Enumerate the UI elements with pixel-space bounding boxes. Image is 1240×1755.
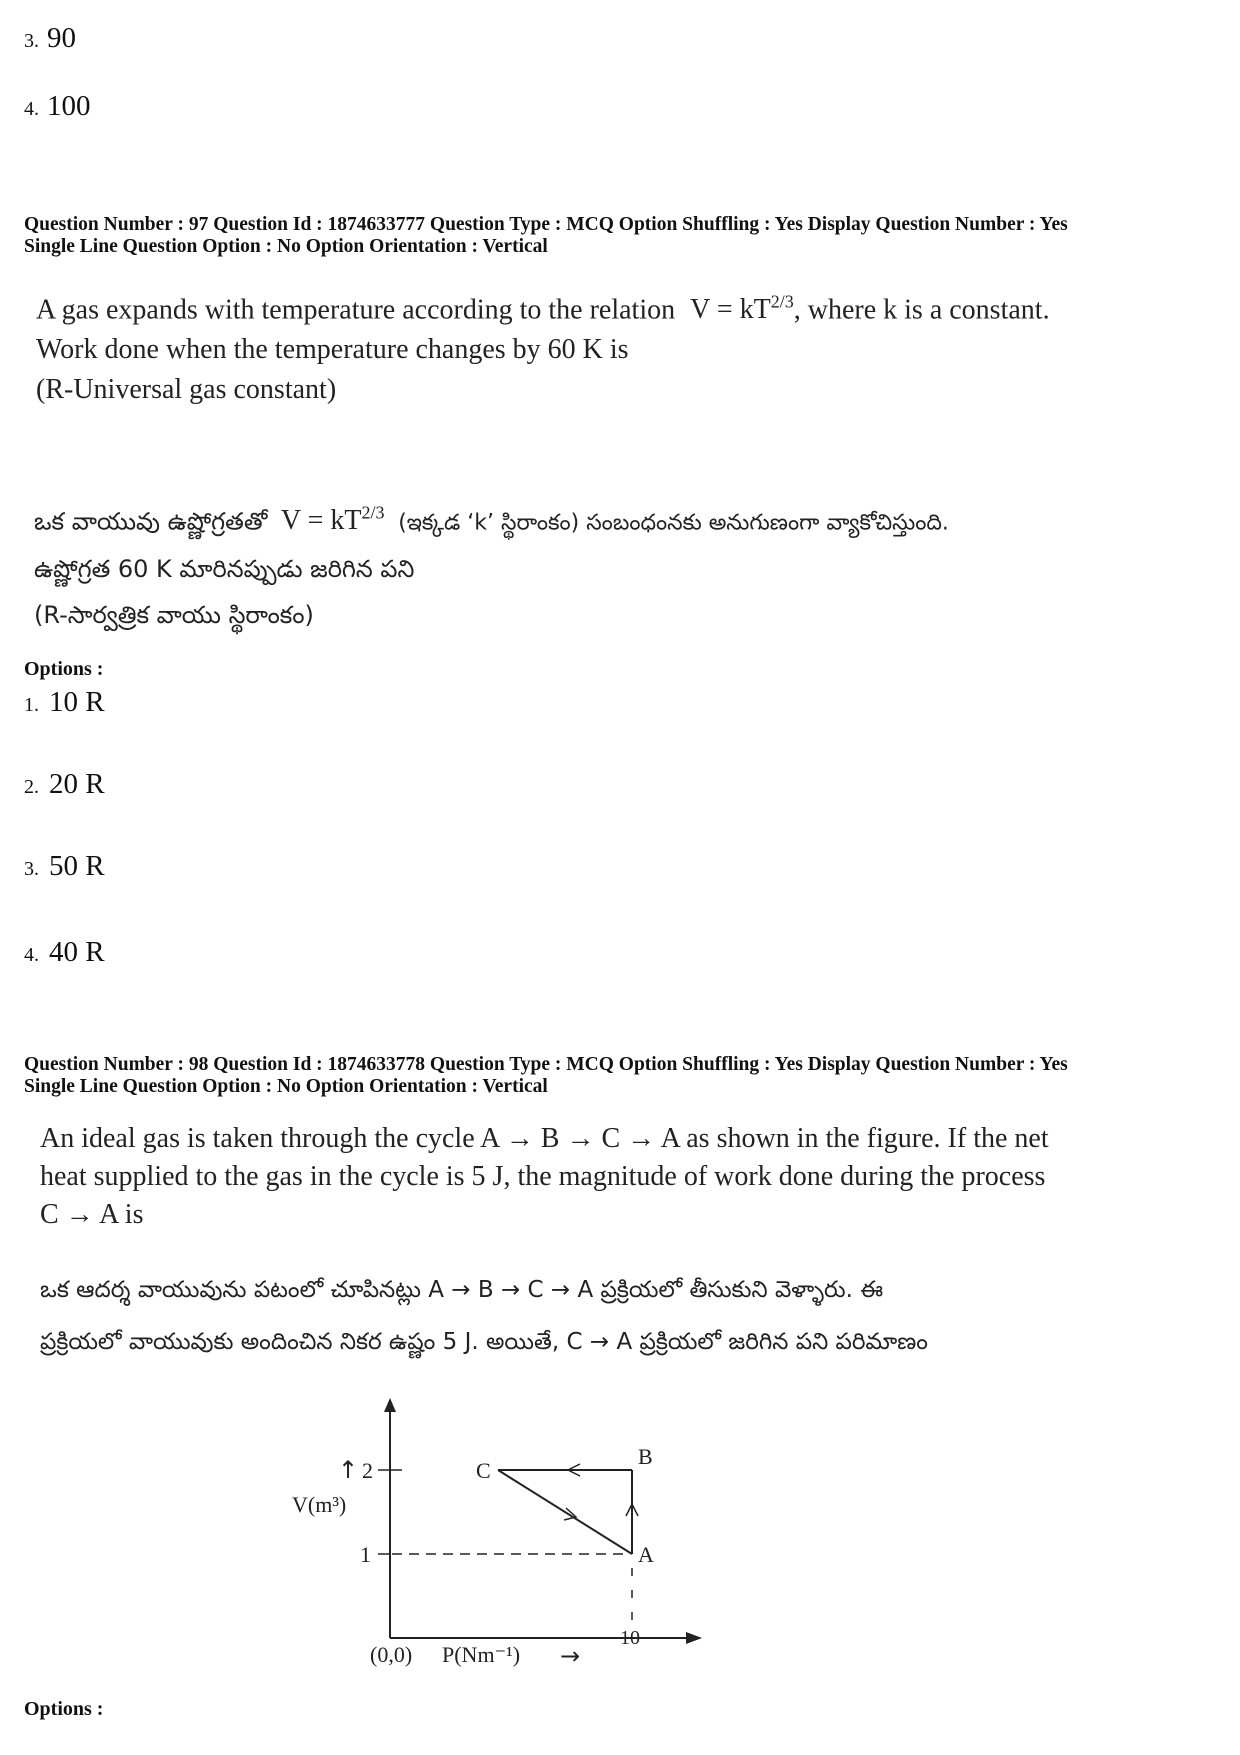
x-axis-arrowhead bbox=[686, 1632, 702, 1644]
q97-meta-line2: Single Line Question Option : No Option Orientation : Vertical bbox=[24, 236, 548, 257]
option-number: 3. bbox=[24, 858, 39, 880]
q97-te-line2: ఉష్ణోగ్రత 60 K మారినప్పుడు జరిగిన పని bbox=[34, 555, 415, 584]
option-number: 1. bbox=[24, 694, 39, 716]
q97-formula: $V = kT^{2/3}$ bbox=[690, 292, 794, 326]
process-ca bbox=[498, 1470, 632, 1554]
x-axis-arrow-glyph: → bbox=[560, 1642, 581, 1670]
option-number: 4. bbox=[24, 944, 39, 966]
point-a-label: A bbox=[638, 1542, 654, 1567]
option-value: 90 bbox=[47, 22, 76, 54]
x-tick-10-label: 10 bbox=[620, 1627, 640, 1649]
y-axis-label: V(m³) bbox=[292, 1492, 347, 1517]
option-number: 2. bbox=[24, 776, 39, 798]
option-value: 40 R bbox=[49, 936, 105, 968]
exponent: 2/3 bbox=[770, 292, 794, 312]
q98-meta-line1: Question Number : 98 Question Id : 1874633778 Question Type : MCQ Option Shuffling : Yes Display Question Number : Yes bbox=[24, 1054, 1068, 1075]
point-b-label: B bbox=[638, 1444, 653, 1469]
pv-diagram bbox=[280, 1390, 720, 1670]
q97-option-4[interactable] bbox=[24, 936, 105, 969]
q97-question-telugu bbox=[34, 490, 1224, 638]
q98-meta-line2: Single Line Question Option : No Option Orientation : Vertical bbox=[24, 1076, 548, 1097]
q98-question-english bbox=[40, 1120, 1220, 1234]
option-value: 50 R bbox=[49, 850, 105, 882]
q97-en-line1: A gas expands with temperature according to the relation $V = kT^{2/3}$, where k is a constant. bbox=[36, 292, 1050, 326]
q97-option-3[interactable] bbox=[24, 850, 105, 883]
prev-option-4[interactable] bbox=[24, 90, 91, 123]
q98-en-line2: heat supplied to the gas in the cycle is 5 J, the magnitude of work done during the process bbox=[40, 1161, 1046, 1192]
q98-te-line1: ఒక ఆదర్శ వాయువును పటంలో చూపినట్లు A → B → C → A ప్రక్రియలో తీసుకుని వెళ్ళారు. ఈ bbox=[40, 1277, 884, 1303]
y-tick-1-label: 1 bbox=[360, 1542, 371, 1567]
y-axis-arrowhead bbox=[384, 1398, 396, 1412]
q98-te-line2: ప్రక్రియలో వాయువుకు అందించిన నికర ఉష్ణం 5 J. అయితే, C → A ప్రక్రియలో జరిగిన పని పరిమాణం bbox=[40, 1329, 928, 1355]
x-axis-label: P(Nm⁻¹) bbox=[442, 1642, 521, 1667]
option-number: 3. bbox=[24, 30, 39, 52]
point-c-label: C bbox=[476, 1458, 491, 1483]
q97-te-formula: $V = kT^{2/3}$ bbox=[280, 503, 385, 537]
q98-en-line3: C → A is bbox=[40, 1199, 144, 1230]
q97-meta bbox=[24, 214, 1224, 258]
q98-en-line1: An ideal gas is taken through the cycle A → B → C → A as shown in the figure. If the net bbox=[40, 1123, 1049, 1154]
option-value: 10 R bbox=[49, 686, 105, 718]
q97-te-line3: (R-సార్వత్రిక వాయు స్థిరాంకం) bbox=[34, 601, 314, 630]
q98-meta bbox=[24, 1054, 1224, 1098]
q97-meta-line1: Question Number : 97 Question Id : 1874633777 Question Type : MCQ Option Shuffling : Yes Display Question Number : Yes bbox=[24, 214, 1068, 235]
q97-option-1[interactable] bbox=[24, 686, 105, 719]
q98-question-telugu bbox=[40, 1264, 1230, 1368]
q97-en-line2: Work done when the temperature changes by 60 K is bbox=[36, 334, 629, 366]
q97-option-2[interactable] bbox=[24, 768, 105, 801]
q98-options-label: Options : bbox=[24, 1698, 104, 1720]
q97-te-line1: ఒక వాయువు ఉష్ణోగ్రతతో $V = kT^{2/3}$ (ఇక్కడ ‘k’ స్థిరాంకం) సంబంధంనకు అనుగుణంగా వ్యాకోచిస్తుంది. bbox=[34, 503, 949, 537]
option-number: 4. bbox=[24, 98, 39, 120]
option-value: 100 bbox=[47, 90, 91, 122]
origin-label: (0,0) bbox=[370, 1642, 413, 1667]
q97-question-english bbox=[36, 282, 1216, 410]
prev-option-3[interactable] bbox=[24, 22, 76, 55]
y-tick-2-label: 2 bbox=[362, 1458, 373, 1483]
q97-en-line3: (R-Universal gas constant) bbox=[36, 374, 337, 406]
y-axis-arrow-glyph: ↑ bbox=[338, 1456, 359, 1484]
option-value: 20 R bbox=[49, 768, 105, 800]
q97-options-label: Options : bbox=[24, 658, 104, 680]
